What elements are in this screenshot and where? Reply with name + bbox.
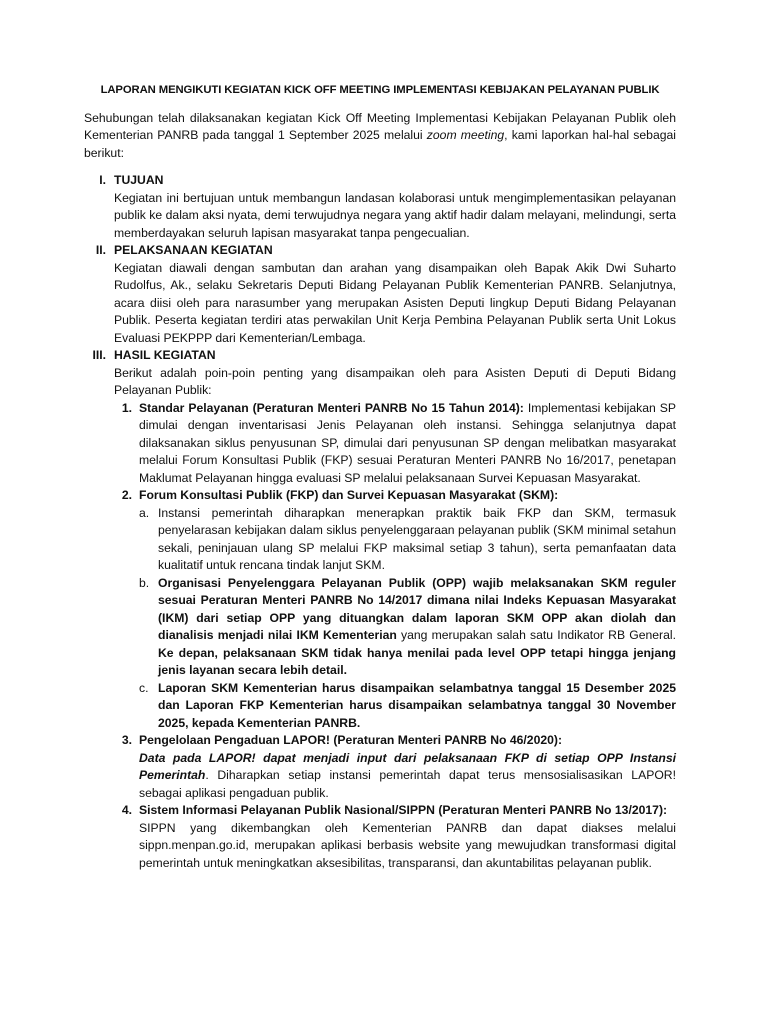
section-number: III. bbox=[92, 348, 106, 362]
item-heading: Sistem Informasi Pelayanan Publik Nasional/SIPPN (Peraturan Menteri PANRB No 13/2017): bbox=[139, 803, 668, 817]
section-title: TUJUAN bbox=[114, 173, 164, 187]
section-tujuan bbox=[84, 172, 676, 242]
sub-item-letter: b. bbox=[139, 575, 150, 590]
intro-paragraph bbox=[84, 110, 676, 163]
item-text bbox=[139, 400, 676, 488]
item-heading: Standar Pelayanan (Peraturan Menteri PANRB No 15 Tahun 2014): bbox=[139, 400, 524, 415]
sub-item-text: Instansi pemerintah diharapkan menerapkan praktik baik FKP dan SKM, termasuk penyelarasan kebijakan dalam siklus penyelenggaraan pelayanan publik (SKM minimal setahun sekali, peninjauan ulang SP melalui FKP maksimal setiap 3 tahun), serta pemanfaatan data kualitatif untuk rencana tindak lanjut SKM. bbox=[158, 505, 676, 572]
sub-item-bold-2: Ke depan, pelaksanaan SKM tidak hanya menilai pada level OPP tetapi hingga jenjang jenis layanan secara lebih detail. bbox=[158, 645, 676, 677]
list-item-sippn bbox=[114, 802, 676, 872]
item-number: 3. bbox=[121, 733, 132, 747]
section-title: PELAKSANAAN KEGIATAN bbox=[114, 243, 273, 257]
section-body: Kegiatan ini bertujuan untuk membangun landasan kolaborasi untuk mengimplementasikan pelayanan publik ke dalam aksi nyata, demi terwujudnya negara yang aktif hadir dalam melayani, melindungi, serta memberdayakan seluruh lapisan masyarakat tanpa pengecualian. bbox=[114, 190, 676, 240]
item-text bbox=[139, 750, 676, 803]
section-pelaksanaan bbox=[84, 242, 676, 347]
section-hasil bbox=[84, 347, 676, 872]
sub-item-letter: a. bbox=[139, 505, 150, 520]
intro-text-after: , kami laporkan hal-hal sebagai berikut: bbox=[84, 128, 676, 160]
item-body: Implementasi kebijakan SP dimulai dengan inventarisasi Jenis Pelayanan oleh instansi. Sehingga selanjutnya dapat dilaksanakan siklus penyusunan SP, dimulai dari penyusunan SP dengan melibatkan masyarakat melalui Forum Konsultasi Publik (FKP) sesuai Peraturan Menteri PANRB No 16/2017, penetapan Maklumat Pelayanan hingga evaluasi SP melalui pelaksanaan Survei Kepuasan Masyarakat. bbox=[139, 400, 677, 485]
sub-item-plain: yang merupakan salah satu Indikator RB General. bbox=[396, 628, 676, 642]
section-number: I. bbox=[99, 173, 106, 187]
item-number: 2. bbox=[121, 488, 132, 502]
section-heading bbox=[99, 172, 676, 190]
list-item-fkp-skm bbox=[114, 487, 676, 732]
section-heading bbox=[95, 242, 676, 260]
section-body: Berikut adalah poin-poin penting yang disampaikan oleh para Asisten Deputi di Deputi Bidang Pelayanan Publik: bbox=[114, 365, 676, 397]
report-title: LAPORAN MENGIKUTI KEGIATAN KICK OFF MEETING IMPLEMENTASI KEBIJAKAN PELAYANAN PUBLIK bbox=[100, 84, 660, 96]
sub-item-bold-1: Organisasi Penyelenggara Pelayanan Publik (OPP) wajib melaksanakan SKM reguler sesuai Peraturan Menteri PANRB No 14/2017 dimana nilai Indeks Kepuasan Masyarakat (IKM) dari setiap OPP yang dituangkan dalam laporan SKM OPP akan diolah dan dianalisis menjadi nilai IKM Kementerian bbox=[158, 575, 676, 642]
section-title: HASIL KEGIATAN bbox=[114, 348, 216, 362]
document-page bbox=[84, 82, 676, 872]
item-bold-statement: Data pada LAPOR! dapat menjadi input dari pelaksanaan FKP di setiap OPP Instansi Pemerintah bbox=[139, 750, 676, 782]
item-number: 4. bbox=[121, 803, 132, 817]
item-heading: Forum Konsultasi Publik (FKP) dan Survei Kepuasan Masyarakat (SKM): bbox=[139, 488, 559, 502]
intro-text-before: Sehubungan telah dilaksanakan kegiatan Kick Off Meeting Implementasi Kebijakan Pelayanan Publik oleh Kementerian PANRB pada tanggal 1 September 2025 melalui bbox=[84, 110, 676, 142]
section-heading bbox=[92, 347, 676, 365]
sub-item-b bbox=[139, 575, 676, 680]
list-item-lapor bbox=[114, 732, 676, 802]
sub-item-c bbox=[139, 680, 676, 733]
sub-item-text bbox=[158, 575, 676, 680]
sub-item-letter: c. bbox=[139, 680, 149, 695]
sub-item-a bbox=[139, 505, 676, 575]
sub-item-text: Laporan SKM Kementerian harus disampaikan selambatnya tanggal 15 Desember 2025 dan Laporan FKP Kementerian harus disampaikan selambatnya tanggal 30 November 2025, kepada Kementerian PANRB. bbox=[158, 680, 676, 730]
intro-italic: zoom meeting bbox=[426, 128, 505, 142]
section-number: II. bbox=[95, 243, 106, 257]
section-body: Kegiatan diawali dengan sambutan dan arahan yang disampaikan oleh Bapak Akik Dwi Suharto Rudolfus, Ak., selaku Sekretaris Deputi Bidang Pelayanan Publik Kementerian PANRB. Selanjutnya, acara diisi oleh para narasumber yang merupakan Asisten Deputi lingkup Deputi Bidang Pelayanan Publik. Peserta kegiatan terdiri atas perwakilan Unit Kerja Pembina Pelayanan Publik serta Unit Lokus Evaluasi PEKPPP dari Kementerian/Lembaga. bbox=[114, 260, 676, 345]
item-heading: Pengelolaan Pengaduan LAPOR! (Peraturan Menteri PANRB No 46/2020): bbox=[139, 733, 563, 747]
item-body: . Diharapkan setiap instansi pemerintah dapat terus mensosialisasikan LAPOR! sebagai aplikasi pengaduan publik. bbox=[139, 768, 676, 800]
item-body: SIPPN yang dikembangkan oleh Kementerian PANRB dan dapat diakses melalui sippn.menpan.go.id, merupakan aplikasi berbasis website yang mewujudkan transformasi digital pemerintah untuk meningkatkan aksesibilitas, transparansi, dan akuntabilitas pelayanan publik. bbox=[139, 820, 676, 870]
item-number: 1. bbox=[121, 400, 132, 415]
list-item-standar-pelayanan bbox=[114, 400, 676, 488]
